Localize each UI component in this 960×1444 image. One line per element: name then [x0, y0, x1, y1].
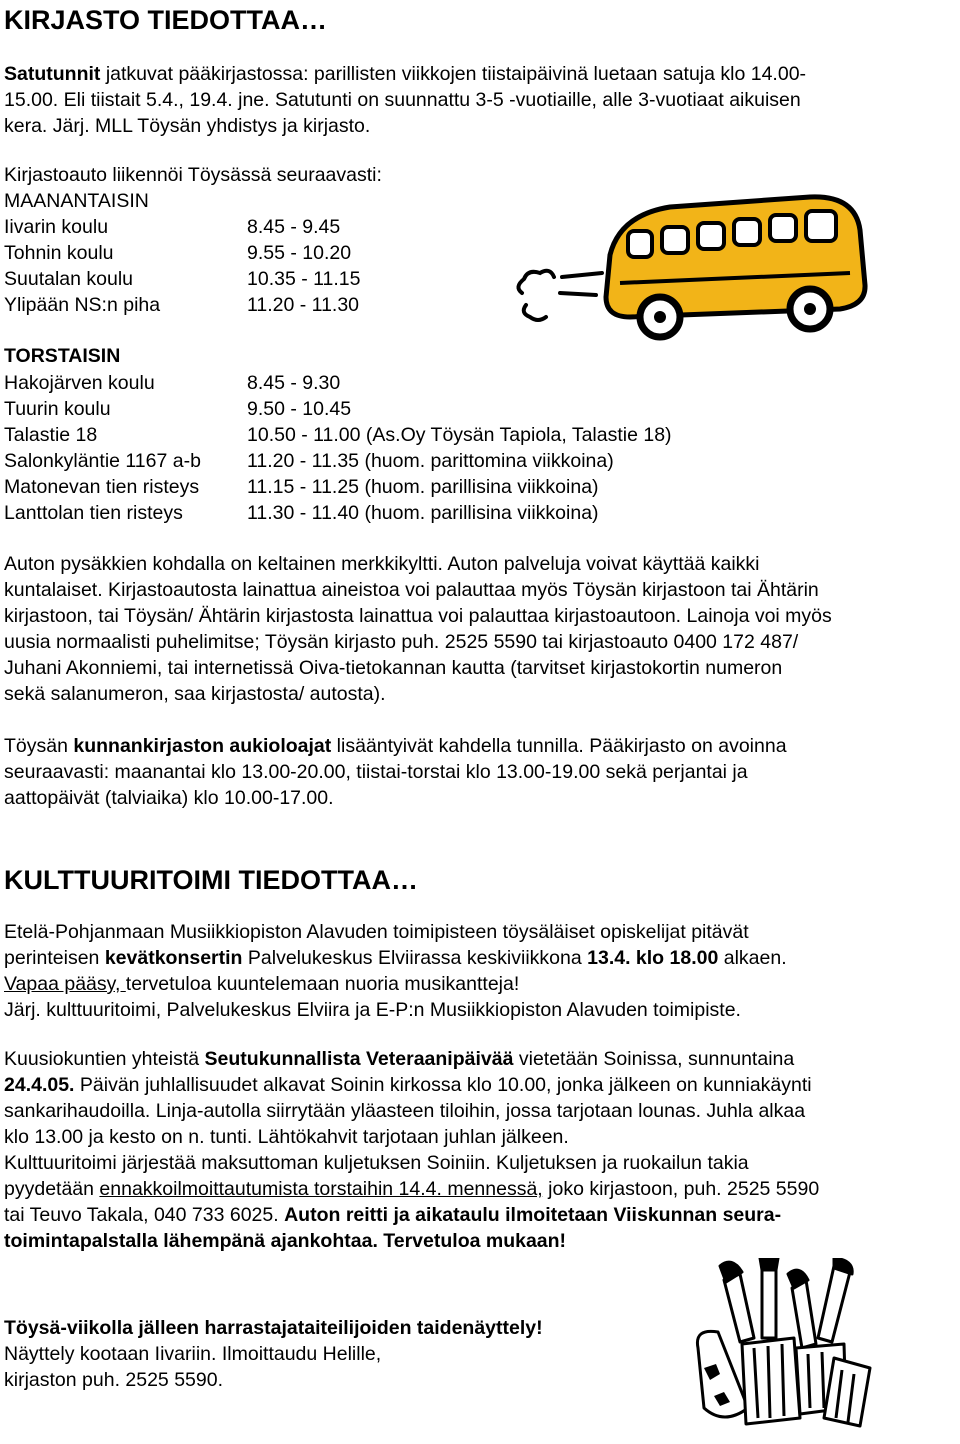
bus-info-line: Auton pysäkkien kohdalla on keltainen merkkikyltti. Auton palveluja voivat käyttää kaikki	[4, 553, 760, 575]
bus-info-line: kirjastoon, tai Töysän/ Ähtärin kirjastosta lainattua voi palauttaa kirjastoautoon. Lainoja voi myös	[4, 605, 832, 627]
bus-info-line: sekä salanumeron, saa kirjastosta/ autosta).	[4, 683, 386, 705]
veterans-text: Kuusiokuntien yhteistä	[4, 1048, 205, 1070]
veterans-line-5: Kulttuuritoimi järjestää maksuttoman kuljetuksen Soiniin. Kuljetuksen ja ruokailun takia	[4, 1152, 749, 1174]
veterans-date: 24.4.05.	[4, 1074, 75, 1096]
veterans-line-2	[4, 1072, 812, 1098]
concert-text: Palvelukeskus Elviirassa keskiviikkona	[242, 947, 588, 969]
thursday-stop-place: Matonevan tien risteys	[4, 476, 200, 498]
concert-bold: kevätkonsertin	[104, 947, 243, 969]
monday-stop-place: Iivarin koulu	[4, 216, 109, 238]
monday-title: MAANANTAISIN	[4, 190, 149, 212]
veterans-line-6	[4, 1176, 819, 1202]
bus-info-line: kuntalaiset. Kirjastoautosta lainattua aineistoa voi palauttaa myös Töysän kirjastoon tai Ähtärin	[4, 579, 819, 601]
concert-line-3	[4, 971, 519, 997]
culture-heading: KULTTUURITOIMI TIEDOTTAA…	[4, 865, 418, 895]
veterans-line-1	[4, 1046, 794, 1072]
hours-text: Töysän	[4, 735, 74, 757]
thursday-stop-time: 10.50 - 11.00 (As.Oy Töysän Tapiola, Talastie 18)	[247, 424, 672, 446]
thursday-stop-place: Tuurin koulu	[4, 398, 111, 420]
thursday-stop-place: Lanttolan tien risteys	[4, 502, 183, 524]
concert-text: perinteisen	[4, 947, 105, 969]
veterans-text: Päivän juhlallisuudet alkavat Soinin kirkossa klo 10.00, jonka jälkeen on kunniakäynti	[74, 1074, 812, 1096]
veterans-underline: ennakkoilmoittautumista torstaihin 14.4. mennessä,	[99, 1178, 543, 1200]
veterans-bold: Seutukunnallista Veteraanipäivää	[204, 1048, 514, 1070]
storytime-line-3: kera. Järj. MLL Töysän yhdistys ja kirjasto.	[4, 115, 371, 137]
monday-stop-place: Suutalan koulu	[4, 268, 134, 290]
veterans-line-3: sankarihaudoilla. Linja-autolla siirrytään yläasteen tiloihin, jossa tarjotaan lounas. Juhla alkaa	[4, 1100, 806, 1122]
free-entry: Vapaa pääsy,	[4, 973, 126, 995]
concert-line-2	[4, 945, 787, 971]
concert-line-1: Etelä-Pohjanmaan Musiikkiopiston Alavuden toimipisteen töysäläiset opiskelijat pitävät	[4, 921, 749, 943]
veterans-line-8	[4, 1228, 566, 1254]
monday-stop-place: Tohnin koulu	[4, 242, 114, 264]
thursday-stop-place: Salonkyläntie 1167 a-b	[4, 450, 201, 472]
veterans-line-4: klo 13.00 ja kesto on n. tunti. Lähtökahvit tarjotaan juhlan jälkeen.	[4, 1126, 569, 1148]
thursday-stop-time: 11.20 - 11.35 (huom. parittomina viikkoina)	[247, 450, 614, 472]
thursday-stop-place: Hakojärven koulu	[4, 372, 155, 394]
thursday-stop-time: 11.15 - 11.25 (huom. parillisina viikkoina)	[247, 476, 599, 498]
thursday-stop-place: Talastie 18	[4, 424, 98, 446]
storytime-line-1-text: jatkuvat pääkirjastossa: parillisten viikkojen tiistaipäivinä luetaan satuja klo 14.00-	[100, 63, 807, 85]
concert-text: alkaen.	[718, 947, 787, 969]
monday-stop-time: 10.35 - 11.15	[247, 268, 361, 290]
bus-intro: Kirjastoauto liikennöi Töysässä seuraavasti:	[4, 164, 382, 186]
monday-stop-time: 11.20 - 11.30	[247, 294, 360, 316]
monday-stop-time: 9.55 - 10.20	[247, 242, 352, 264]
veterans-text: vietetään Soinissa, sunnuntaina	[513, 1048, 795, 1070]
storytime-line-1	[4, 61, 806, 87]
concert-date: 13.4. klo 18.00	[587, 947, 719, 969]
monday-stop-time: 8.45 - 9.45	[247, 216, 341, 238]
library-heading: KIRJASTO TIEDOTTAA…	[4, 5, 328, 35]
veterans-text: pyydetään	[4, 1178, 100, 1200]
thursday-stop-time: 11.30 - 11.40 (huom. parillisina viikkoina)	[247, 502, 599, 524]
art-line-3: kirjaston puh. 2525 5590.	[4, 1369, 223, 1391]
hours-bold: kunnankirjaston aukioloajat	[73, 735, 332, 757]
art-line-1	[4, 1315, 543, 1341]
concert-text: tervetuloa kuuntelemaan nuoria musikantteja!	[125, 973, 520, 995]
bus-icon	[510, 185, 900, 345]
veterans-bold: Auton reitti ja aikataulu ilmoitetaan Viiskunnan seura-	[284, 1204, 782, 1226]
veterans-line-7	[4, 1202, 781, 1228]
veterans-text: tai Teuvo Takala, 040 733 6025.	[4, 1204, 285, 1226]
veterans-bold: toimintapalstalla lähempänä ajankohtaa. Tervetuloa mukaan!	[4, 1230, 567, 1252]
hours-line-3: aattopäivät (talviaika) klo 10.00-17.00.	[4, 787, 334, 809]
thursday-title: TORSTAISIN	[4, 345, 121, 367]
bus-info-line: uusia normaalisti puhelimitse; Töysän kirjasto puh. 2525 5590 tai kirjastoauto 0400 172 487/	[4, 631, 799, 653]
storytime-line-2: 15.00. Eli tiistait 5.4., 19.4. jne. Satutunti on suunnattu 3-5 -vuotiaille, alle 3-vuotiaat aikuisen	[4, 89, 801, 111]
storytime-bold: Satutunnit	[4, 63, 101, 85]
hours-line-1	[4, 733, 787, 759]
paint-brushes-icon	[684, 1258, 880, 1436]
hours-line-2: seuraavasti: maanantai klo 13.00-20.00, tiistai-torstai klo 13.00-19.00 sekä perjantai ja	[4, 761, 748, 783]
monday-stop-place: Ylipään NS:n piha	[4, 294, 161, 316]
bus-info-line: Juhani Akonniemi, tai internetissä Oiva-tietokannan kautta (tarvitset kirjastokortin numeron	[4, 657, 783, 679]
thursday-stop-time: 9.50 - 10.45	[247, 398, 352, 420]
thursday-stop-time: 8.45 - 9.30	[247, 372, 341, 394]
hours-text: lisääntyivät kahdella tunnilla. Pääkirjasto on avoinna	[331, 735, 787, 757]
art-line-2: Näyttely kootaan Iivariin. Ilmoittaudu Helille,	[4, 1343, 382, 1365]
concert-line-4: Järj. kulttuuritoimi, Palvelukeskus Elviira ja E-P:n Musiikkiopiston Alavuden toimipiste.	[4, 999, 741, 1021]
veterans-text: joko kirjastoon, puh. 2525 5590	[542, 1178, 820, 1200]
art-bold: Töysä-viikolla jälleen harrastajataiteilijoiden taidenäyttely!	[4, 1317, 543, 1339]
